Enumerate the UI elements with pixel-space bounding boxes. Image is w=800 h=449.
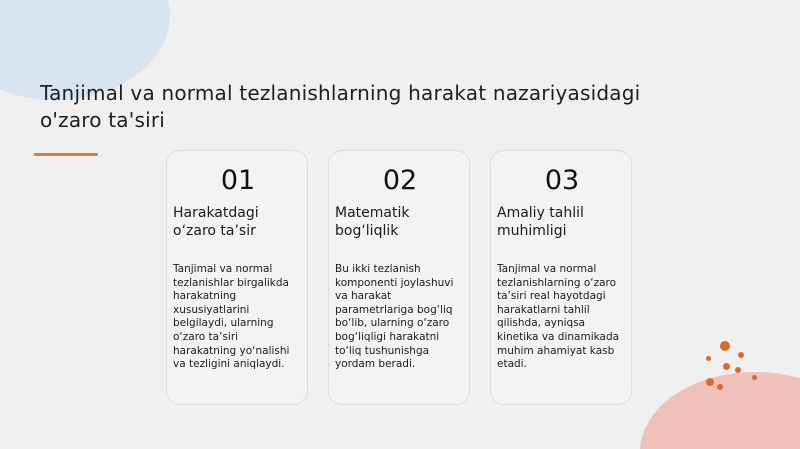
card-number: 02 [382,165,418,196]
card-heading: Amaliy tahlil muhimligi [497,205,584,239]
card-body: Tanjimal va normal tezlanishlarning o‘zaro ta’siri real hayotdagi harakatlarni tahlil qilishda, ayniqsa kinetika va dinamikada muhim ahamiyat kasb etadi. [497,263,620,371]
decorative-dot [720,341,730,351]
decorative-dot [735,367,741,373]
page-title: Tanjimal va normal tezlanishlarning harakat nazariyasidagi o'zaro ta'siri [40,81,641,132]
decorative-dot [706,378,714,386]
decorative-dot [706,356,711,361]
info-card-1 [166,150,308,405]
card-number: 03 [544,165,580,196]
card-heading: Matematik bog‘liqlik [335,205,410,239]
decorative-dot [738,352,744,358]
info-card-2 [328,150,470,405]
card-body: Tanjimal va normal tezlanishlar birgalikda harakatning xususiyatlarini belgilaydi, ularning o‘zaro ta’siri harakatning yo‘nalishi va tezligini aniqlaydi. [173,263,290,371]
decorative-dot [752,375,757,380]
card-heading: Harakatdagi o‘zaro ta’sir [173,205,259,239]
title-accent-line [34,153,98,156]
decorative-dot [723,363,730,370]
info-card-3 [490,150,632,405]
card-body: Bu ikki tezlanish komponenti joylashuvi va harakat parametrlariga bog‘liq bo‘lib, ularning o‘zaro bog‘liqligi harakatni to‘liq tushunishga yordam beradi. [335,263,454,371]
card-number: 01 [220,165,256,196]
decorative-dot [717,384,723,390]
